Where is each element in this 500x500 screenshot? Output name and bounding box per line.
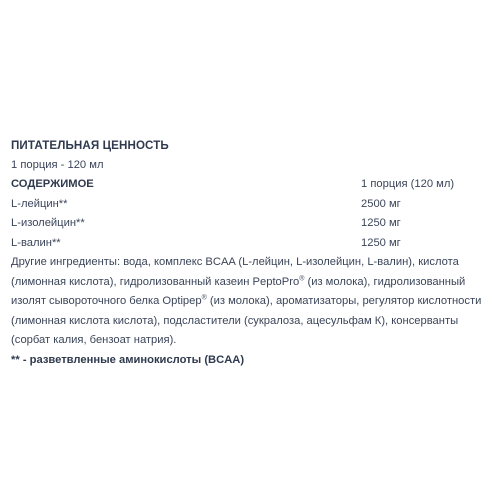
registered-mark-2: ®	[201, 294, 207, 302]
footnote: ** - разветвленные аминокислоты (BCAA)	[11, 353, 245, 366]
row-amount-leucine: 2500 мг	[361, 197, 401, 210]
table-row	[11, 234, 495, 254]
table-header-contents: СОДЕРЖИМОЕ	[11, 178, 94, 190]
ingredients-paragraph	[11, 253, 495, 351]
serving-line: 1 порция - 120 мл	[11, 158, 104, 171]
ingredients-text-3: (из молока), ароматизаторы, регулятор кислотности (лимонная кислота кислота), подсластители (сукралоза, ацесульфам К), консерванты (сорбат калия, бензоат натрия).	[11, 295, 482, 346]
row-name-isoleucine: L-изолейцин**	[11, 217, 85, 229]
row-amount-valine: 1250 мг	[361, 236, 401, 249]
table-header-serving: 1 порция (120 мл)	[361, 178, 455, 190]
ingredients-text-2: (из молока), гидролизованный изолят сывороточного белка Optipep	[11, 275, 466, 307]
table-row	[11, 214, 495, 234]
row-amount-isoleucine: 1250 мг	[361, 217, 401, 229]
table-header-row	[11, 175, 495, 195]
registered-mark-1: ®	[299, 274, 305, 282]
section-title: ПИТАТЕЛЬНАЯ ЦЕННОСТЬ	[11, 139, 169, 152]
row-name-valine: L-валин**	[11, 236, 61, 249]
ingredients-text-1: Другие ингредиенты: вода, комплекс BCAA (L-лейцин, L-изолейцин, L-валин), кислота (лимонная кислота), гидролизованный казеин PeptoPro	[11, 256, 459, 288]
nutrition-panel	[11, 136, 495, 370]
table-row	[11, 195, 495, 215]
row-name-leucine: L-лейцин**	[11, 197, 68, 210]
